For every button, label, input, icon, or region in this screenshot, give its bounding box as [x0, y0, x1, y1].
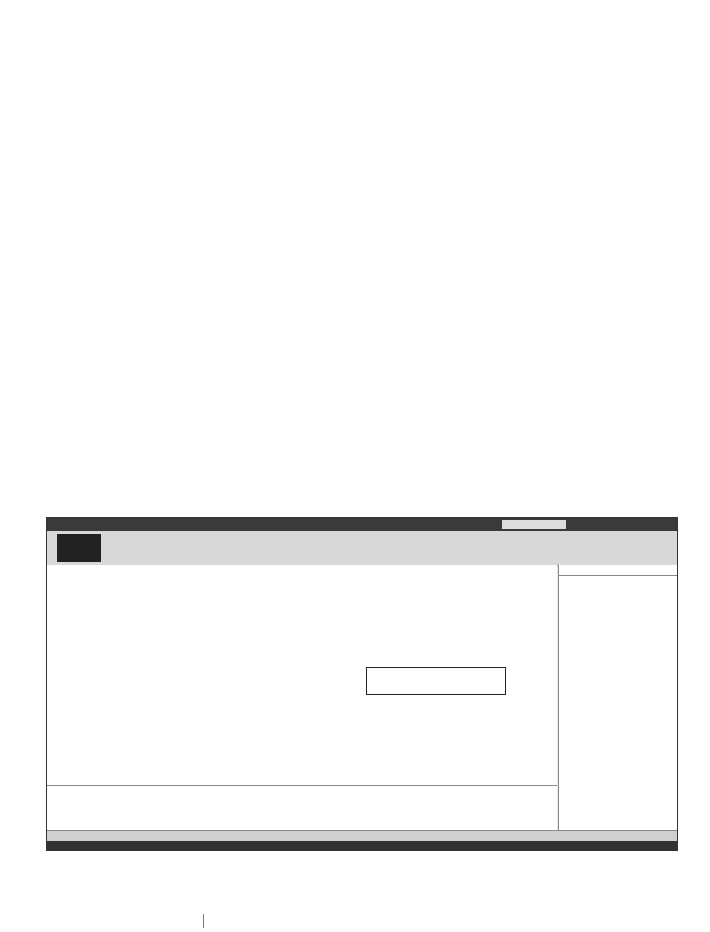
search-input[interactable]: [502, 520, 566, 529]
volume-panel: [47, 785, 557, 831]
toolbar: [47, 531, 677, 566]
market-status-bar: [47, 841, 678, 851]
trading-software-screenshot: [46, 517, 678, 851]
bottom-bar: [47, 830, 677, 851]
volume-svg: [47, 786, 557, 831]
callout-box: [366, 667, 506, 695]
page-mark: [203, 914, 204, 928]
clock: [57, 534, 101, 562]
quote-header: [559, 565, 678, 576]
title-bar: [47, 518, 677, 531]
quote-panel: [558, 565, 678, 830]
